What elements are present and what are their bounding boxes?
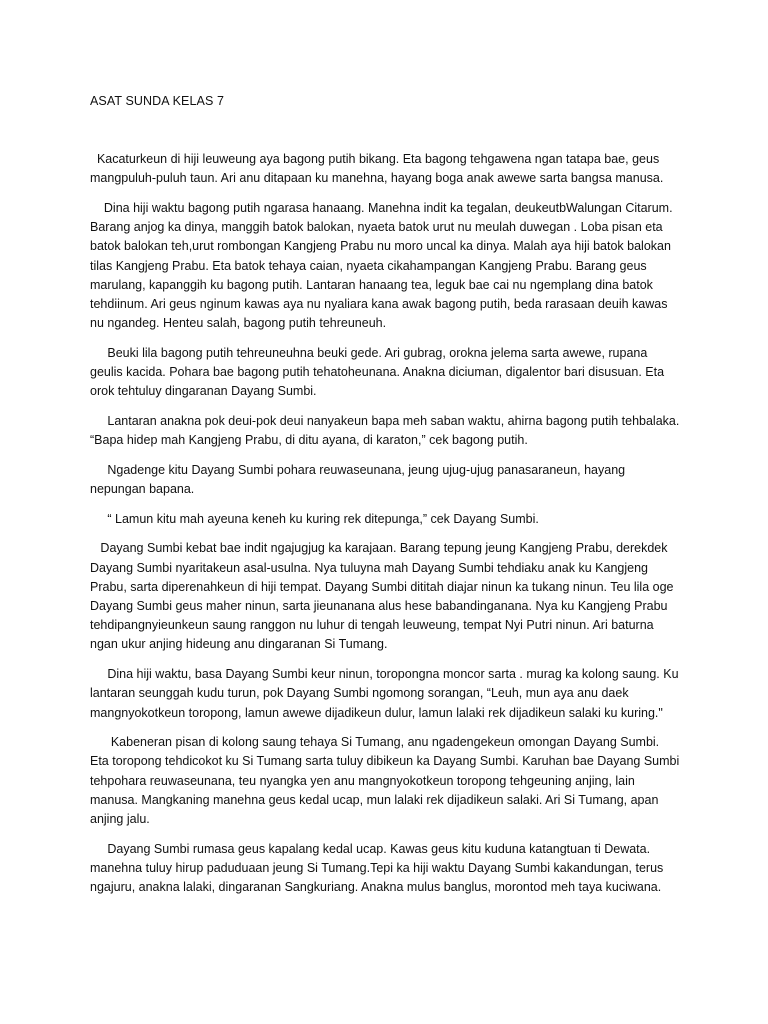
paragraph-2: Dina hiji waktu bagong putih ngarasa hanaang. Manehna indit ka tegalan, deukeutbWalungan Citarum. Barang anjog ka dinya, manggih batok balokan, nyaeta batok urut nu meulah duwegan . Loba pisan eta batok balokan teh,urut rombongan Kangjeng Prabu nu moro uncal ka dinya. Malah aya hiji batok balokan tilas Kangjeng Prabu. Eta batok tehaya caian, nyaeta cikahampangan Kangjeng Prabu. Barang geus marulang, kapanggih ku bagong putih. Lantaran hanaang tea, leguk bae cai nu ngemplang dina batok tehdiinum. Ari geus nginum kawas aya nu nyaliara kana awak bagong putih, beda rarasaan deuih kawas nu ngandeg. Henteu salah, bagong putih tehreuneuh.: [90, 200, 673, 331]
document-body: [90, 150, 680, 908]
paragraph-3: Beuki lila bagong putih tehreuneuhna beuki gede. Ari gubrag, orokna jelema sarta awewe, rupana geulis kacida. Pohara bae bagong putih tehatoheunana. Anakna diciuman, digalentor bari disusuan. Eta orok tehtuluy dingaranan Dayang Sumbi.: [90, 345, 665, 399]
paragraph-9: Kabeneran pisan di kolong saung tehaya Si Tumang, anu ngadengekeun omongan Dayang Sumbi. Eta toropong tehdicokot ku Si Tumang sarta tuluy dibikeun ka Dayang Sumbi. Karuhan bae Dayang Sumbi tehpohara reuwaseunana, teu nyangka yen anu mangnyokotkeun toropong tehgeuning anjing, lain manusa. Mangkaning manehna geus kedal ucap, mun lalaki rek dijadikeun salaki. Ari Si Tumang, apan anjing jalu.: [90, 735, 680, 827]
paragraph-8: Dina hiji waktu, basa Dayang Sumbi keur ninun, toropongna moncor sarta . murag ka kolong saung. Ku lantaran seunggah kudu turun, pok Dayang Sumbi ngomong sorangan, “Leuh, mun aya anu daek mangnyokotkeun toropong, lamun awewe dijadikeun dulur, lamun lalaki rek dijadikeun salaki ku kuring.": [90, 667, 679, 720]
paragraph-4: Lantaran anakna pok deui-pok deui nanyakeun bapa meh saban waktu, ahirna bagong putih tehbalaka. “Bapa hidep mah Kangjeng Prabu, di ditu ayana, di karaton,” cek bagong putih.: [90, 413, 680, 448]
paragraph-10: Dayang Sumbi rumasa geus kapalang kedal ucap. Kawas geus kitu kuduna katangtuan ti Dewata. manehna tuluy hirup paduduaan jeung Si Tumang.Tepi ka hiji waktu Dayang Sumbi kakandungan, terus ngajuru, anakna lalaki, dingaranan Sangkuriang. Anakna mulus banglus, morontod meh taya kuciwana.: [90, 841, 664, 895]
document-title: ASAT SUNDA KELAS 7: [90, 94, 225, 108]
paragraph-7: Dayang Sumbi kebat bae indit ngajugjug ka karajaan. Barang tepung jeung Kangjeng Prabu, derekdek Dayang Sumbi nyaritakeun asal-usulna. Nya tuluyna mah Dayang Sumbi tehdiaku anak ku Kangjeng Prabu, sarta diperenahkeun di hiji tempat. Dayang Sumbi dititah diajar ninun ka tukang ninun. Teu lila oge Dayang Sumbi geus maher ninun, sarta jieunanana alus hese babandinganana. Nya ku Kangjeng Prabu tehdipangnyieunkeun saung ranggon nu luhur di tengah leuweung, tempat Nyi Putri ninun. Ari baturna ngan ukur anjing hideung anu dingaranan Si Tumang.: [90, 541, 674, 652]
paragraph-6: “ Lamun kitu mah ayeuna keneh ku kuring rek ditepunga,” cek Dayang Sumbi.: [90, 511, 539, 526]
paragraph-5: Ngadenge kitu Dayang Sumbi pohara reuwaseunana, jeung ujug-ujug panasaraneun, hayang nepungan bapana.: [90, 462, 626, 497]
paragraph-1: Kacaturkeun di hiji leuweung aya bagong putih bikang. Eta bagong tehgawena ngan tatapa bae, geus mangpuluh-puluh taun. Ari anu ditapaan ku manehna, hayang boga anak awewe sarta bangsa manusa.: [90, 152, 664, 186]
